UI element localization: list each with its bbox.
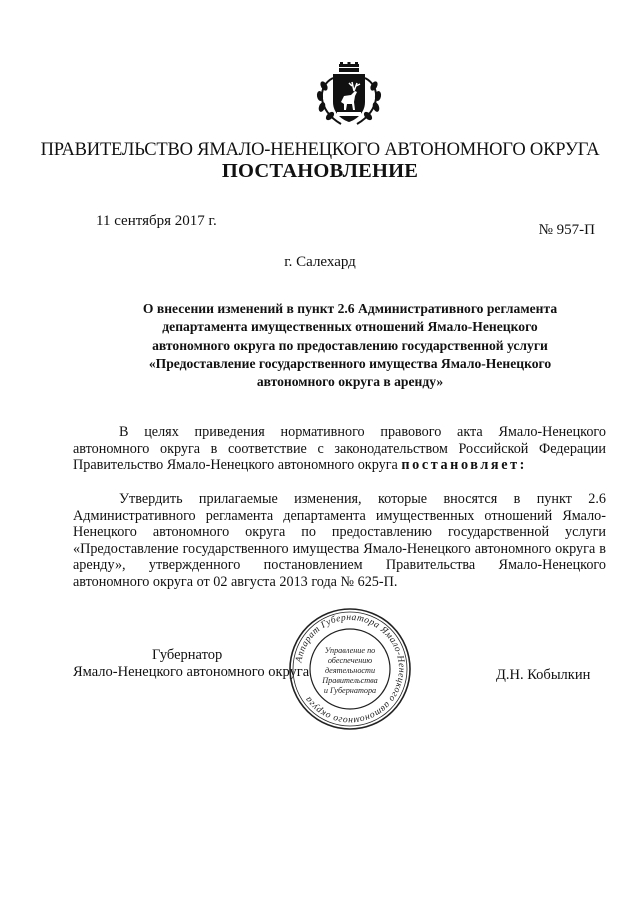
signer-position-region: Ямало-Ненецкого автономного округа [73, 664, 310, 680]
subject-line: автономного округа по предоставлению государственной услуги [152, 337, 548, 353]
subject-line: автономного округа в аренду» [256, 374, 444, 390]
signer-position-title: Губернатор [152, 647, 223, 663]
operative-text: Утвердить прилагаемые изменения, которые вносятся в пункт 2.6 Административного регламента департамента имущественных отношений Ямало-Ненецкого автономного округа по предоставлению государственной услуги «Предоставление государственного имущества Ямало-Ненецкого автономного округа в аренду», утвержденного постановлением Правительства Ямало-Ненецкого автономного округа от 02 августа 2013 года № 625-П. [73, 491, 606, 590]
preamble-text: В целях приведения нормативного правового акта Ямало-Ненецкого автономного округа в соответствие с законодательством Российской Федерации Правительство Ямало-Ненецкого автономного округа [73, 424, 606, 474]
coat-of-arms-emblem [311, 62, 387, 128]
stamp-inner-line: Правительства [322, 676, 378, 685]
preamble-paragraph [73, 424, 606, 474]
document-city: г. Салехард [284, 254, 356, 270]
government-title: ПРАВИТЕЛЬСТВО ЯМАЛО-НЕНЕЦКОГО АВТОНОМНОГО ОКРУГА [40, 140, 600, 160]
document-number: № 957-П [538, 222, 595, 238]
stamp-inner-line: и Губернатора [323, 686, 377, 695]
operative-paragraph [73, 491, 606, 591]
signer-name: Д.Н. Кобылкин [496, 667, 591, 683]
document-type-title: ПОСТАНОВЛЕНИЕ [221, 160, 419, 182]
official-stamp [287, 606, 413, 732]
stamp-inner-line: Управление по [324, 646, 376, 655]
subject-line: департамента имущественных отношений Ямало-Ненецкого [162, 319, 538, 335]
document-date: 11 сентября 2017 г. [96, 213, 217, 229]
stamp-inner-line: обеспечению [327, 656, 373, 665]
decree-word: постановляет: [401, 457, 527, 474]
subject-line: «Предоставление государственного имущества Ямало-Ненецкого [148, 355, 552, 371]
stamp-inner-line: деятельности [324, 666, 376, 675]
subject-line: О внесении изменений в пункт 2.6 Административного регламента [142, 301, 558, 316]
document-subject [100, 300, 600, 391]
stamp-outer-text: Аппарат Губернатора Ямало-Ненецкого автономного округа [294, 612, 407, 726]
